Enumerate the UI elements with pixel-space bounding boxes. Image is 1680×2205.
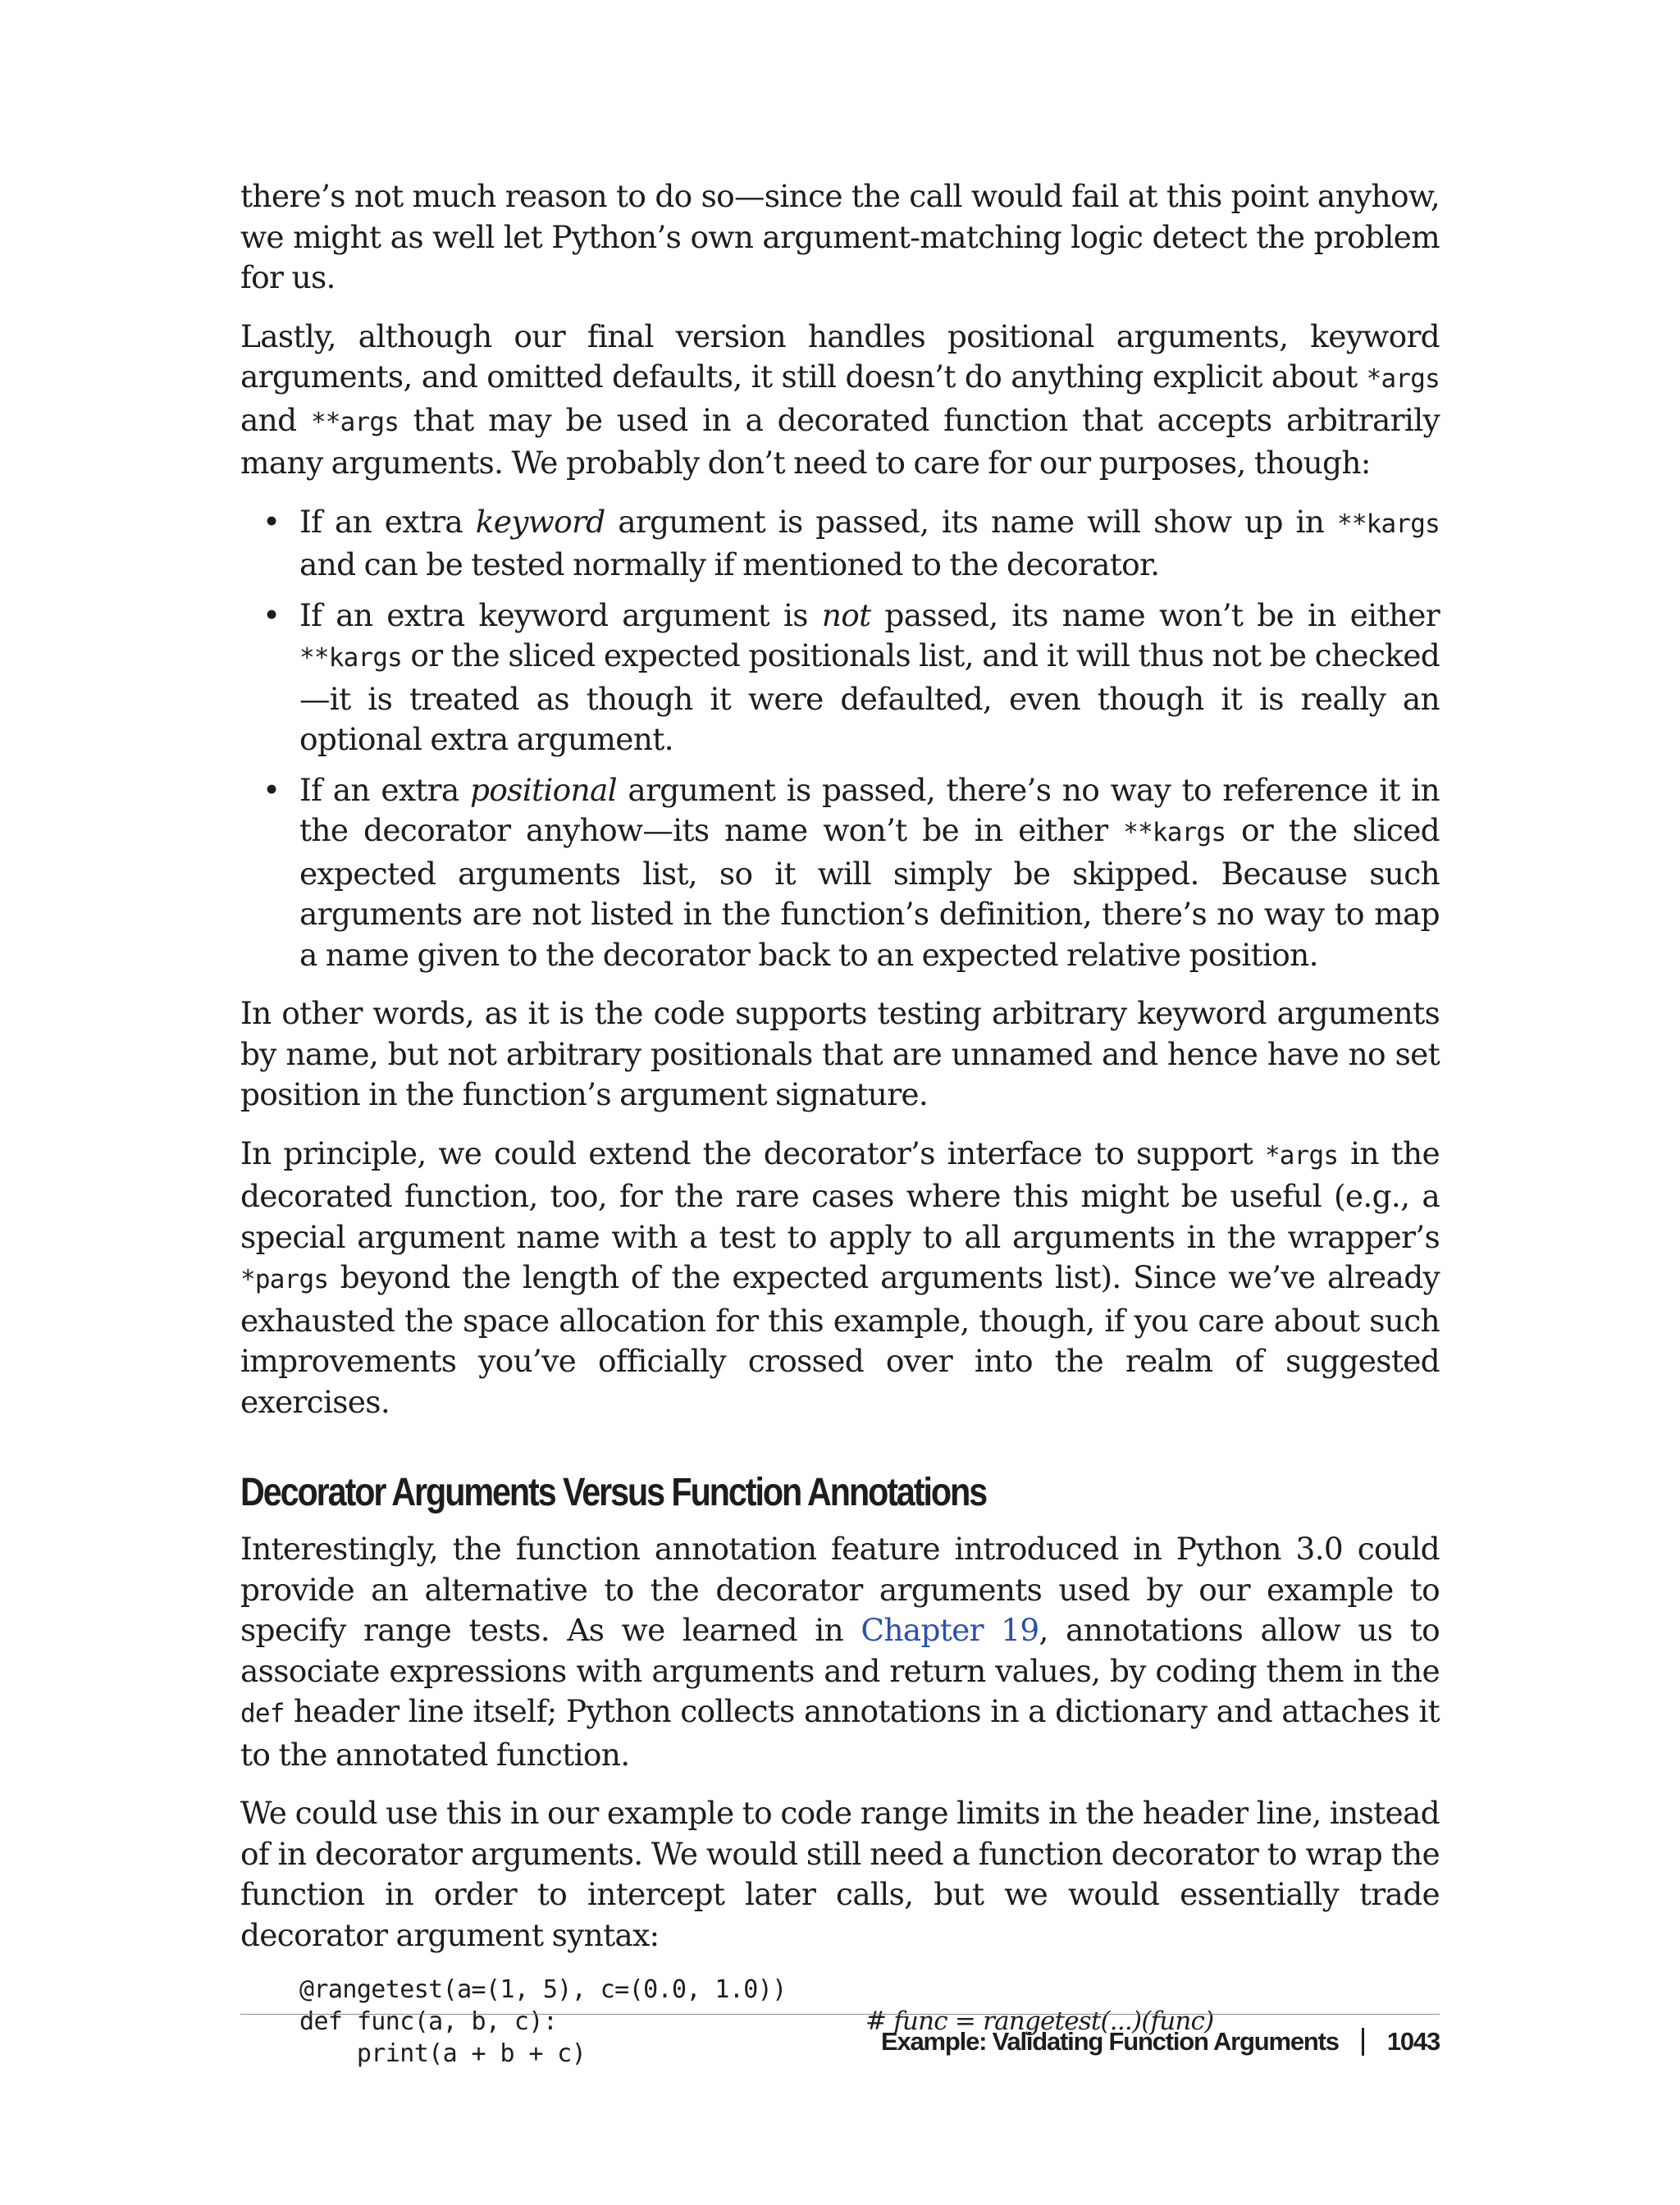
page-footer [881, 2022, 1440, 2061]
bullet-text: or the sliced expected arguments list, so it will simply be skipped. Because such arguments are not listed in the function’s definition, there’s no way to map a name given to the decorator back to an expected relative position. [299, 812, 1440, 973]
inline-code-kargs: **kargs [1336, 509, 1440, 539]
paragraph-6 [240, 1793, 1440, 1956]
bullet-item-keyword [240, 502, 1440, 586]
bullet-list [240, 502, 1440, 976]
bullet-text: or the sliced expected positionals list, and it will thus not be checked—it is treated as though it were defaulted, even though it is really an optional extra argument. [299, 637, 1440, 757]
bullet-marker: • [262, 503, 281, 540]
inline-code-kwargs: **args [310, 407, 399, 437]
inline-code-args: *args [1366, 364, 1440, 394]
bullet-text: argument is passed, its name will show up in [605, 503, 1337, 540]
paragraph-3 [240, 993, 1440, 1116]
bullet-text: If an extra [299, 771, 470, 808]
paragraph-text: , annotations allow us to associate expressions with arguments and return values, by coding them in the [240, 1612, 1440, 1689]
inline-code-pargs: *pargs [240, 1265, 329, 1294]
emphasis-text: positional [469, 771, 617, 808]
footer-divider [240, 2014, 1440, 2015]
paragraph-text: Lastly, although our final version handles positional arguments, keyword arguments, and omitted defaults, it still doesn’t do anything explicit about [240, 317, 1440, 395]
code-comment: # func = rangetest(...)(func) [865, 2006, 1214, 2036]
paragraph-text: in the decorated function, too, for the rare cases where this might be useful (e.g., a special argument name with a test to apply to all arguments in the wrapper’s [240, 1134, 1440, 1255]
paragraph-text: Interestingly, the function annotation feature introduced in Python 3.0 could provide an alternative to the decorator arguments used by our example to specify range tests. As we learned in [240, 1531, 1440, 1648]
bullet-text: and can be tested normally if mentioned to the decorator. [299, 546, 1160, 582]
chapter-19-link[interactable]: Chapter 19 [861, 1612, 1039, 1648]
paragraph-1 [240, 176, 1440, 299]
code-line-decorator: @rangetest(a=(1, 5), c=(0.0, 1.0)) [299, 1975, 787, 2004]
bullet-item-positional [240, 770, 1440, 976]
bullet-marker: • [262, 596, 281, 633]
paragraph-2 [240, 317, 1440, 484]
bullet-text: passed, its name won’t be in either [870, 596, 1440, 633]
paragraph-text: there’s not much reason to do so—since the call would fail at this point anyhow, we might as well let Python’s own argument-matching logic detect the problem for us. [240, 178, 1440, 295]
inline-code-def: def [240, 1699, 285, 1728]
paragraph-text: In principle, we could extend the decorator’s interface to support [240, 1134, 1265, 1171]
section-heading: Decorator Arguments Versus Function Annotations [240, 1471, 987, 1514]
bullet-text: argument is passed, there’s no way to reference it in the decorator anyhow—its name won’t be in either [299, 771, 1440, 848]
code-text: def func(a, b, c): [299, 2007, 558, 2036]
emphasis-text: not [821, 596, 871, 633]
paragraph-text: and [240, 401, 311, 438]
running-head: Example: Validating Function Arguments [881, 2027, 1339, 2056]
page-number: 1043 [1386, 2027, 1440, 2056]
inline-code-kargs: **kargs [299, 643, 403, 673]
paragraph-text: In other words, as it is the code supports testing arbitrary keyword arguments by name, but not arbitrary positionals that are unnamed and hence have no set position in the function’s argument signature. [240, 995, 1440, 1112]
footer-separator [1362, 2028, 1364, 2056]
paragraph-text: beyond the length of the expected arguments list). Since we’ve already exhausted the space allocation for this example, though, if you care about such improvements you’ve officially crossed over into the realm of suggested exercises. [240, 1259, 1440, 1420]
bullet-text: If an extra keyword argument is [299, 596, 822, 633]
bullet-text: If an extra [299, 503, 476, 540]
paragraph-4 [240, 1134, 1440, 1423]
page-body [240, 176, 1440, 2070]
bullet-marker: • [262, 771, 281, 808]
paragraph-text: header line itself; Python collects annotations in a dictionary and attaches it to the annotated function. [240, 1693, 1440, 1773]
paragraph-5 [240, 1529, 1440, 1775]
emphasis-text: keyword [475, 503, 605, 540]
paragraph-text: that may be used in a decorated function that accepts arbitrarily many arguments. We probably don’t need to care for our purposes, though: [240, 401, 1440, 481]
inline-code-kargs: **kargs [1123, 818, 1226, 847]
inline-code-args: *args [1264, 1140, 1339, 1171]
paragraph-text: We could use this in our example to code range limits in the header line, instead of in decorator arguments. We would still need a function decorator to wrap the function in order to intercept later calls, but we would essentially trade decorator argument syntax: [240, 1795, 1440, 1953]
code-line-print: print(a + b + c) [299, 2039, 587, 2068]
bullet-item-not-passed [240, 596, 1440, 760]
